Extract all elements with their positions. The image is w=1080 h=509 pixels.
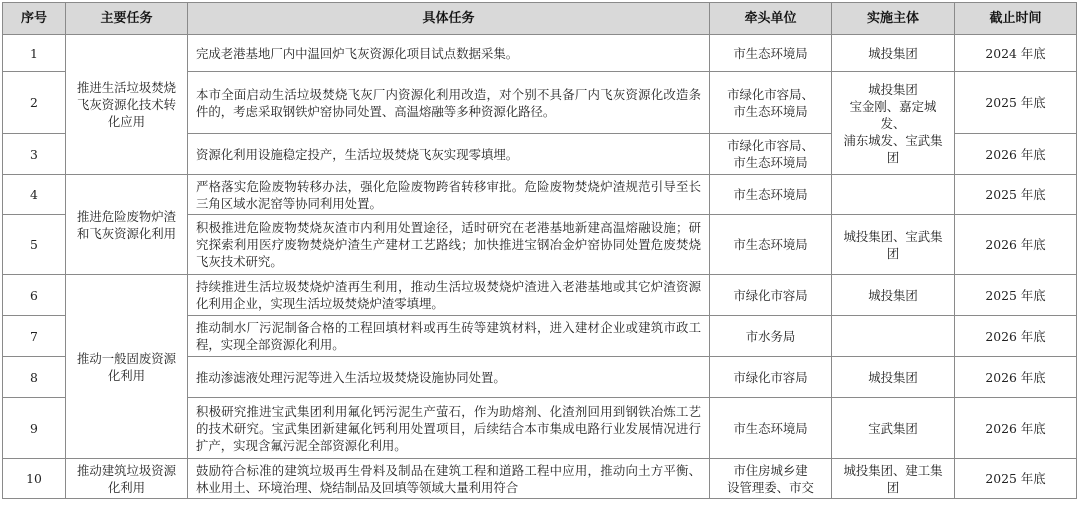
deadline-cell: 2025 年底 bbox=[955, 459, 1077, 499]
task-cell: 鼓励符合标准的建筑垃圾再生骨料及制品在建筑工程和道路工程中应用，推动向土方平衡、林业用土、环境治理、烧结制品及回填等领域大量利用符合 bbox=[188, 459, 710, 499]
lead-unit-cell: 市绿化市容局 bbox=[710, 357, 832, 398]
task-cell: 推动渗滤液处理污泥等进入生活垃圾焚烧设施协同处置。 bbox=[188, 357, 710, 398]
deadline-cell: 2026 年底 bbox=[955, 398, 1077, 459]
main-task-cell: 推动建筑垃圾资源化利用 bbox=[66, 459, 188, 499]
task-cell: 持续推进生活垃圾焚烧炉渣再生利用，推动生活垃圾焚烧炉渣进入老港基地或其它炉渣资源化利用企业，实现生活垃圾焚烧炉渣零填埋。 bbox=[188, 275, 710, 316]
table-row bbox=[3, 459, 1077, 499]
lead-unit-cell: 市生态环境局 bbox=[710, 35, 832, 72]
task-cell: 完成老港基地厂内中温回炉飞灰资源化项目试点数据采集。 bbox=[188, 35, 710, 72]
deadline-cell: 2026 年底 bbox=[955, 134, 1077, 175]
task-cell: 资源化利用设施稳定投产，生活垃圾焚烧飞灰实现零填埋。 bbox=[188, 134, 710, 175]
implementer-cell: 城投集团、宝武集团 bbox=[832, 215, 955, 275]
implementer-cell bbox=[832, 316, 955, 357]
row-no: 10 bbox=[3, 459, 66, 499]
row-no: 2 bbox=[3, 72, 66, 134]
row-no: 1 bbox=[3, 35, 66, 72]
implementer-cell bbox=[832, 175, 955, 215]
table-row bbox=[3, 275, 1077, 316]
deadline-cell: 2025 年底 bbox=[955, 175, 1077, 215]
deadline-cell: 2025 年底 bbox=[955, 72, 1077, 134]
lead-unit-cell: 市生态环境局 bbox=[710, 215, 832, 275]
task-cell: 推动制水厂污泥制备合格的工程回填材料或再生砖等建筑材料，进入建材企业或建筑市政工程，实现全部资源化利用。 bbox=[188, 316, 710, 357]
task-cell: 积极研究推进宝武集团利用氟化钙污泥生产萤石，作为助熔剂、化渣剂回用到钢铁冶炼工艺的技术研究。宝武集团新建氟化钙利用处置项目，后续结合本市集成电路行业发展情况进行扩产，实现含氟污泥全部资源化利用。 bbox=[188, 398, 710, 459]
implementer-cell: 城投集团 bbox=[832, 357, 955, 398]
lead-unit-cell: 市住房城乡建 设管理委、市交 bbox=[710, 459, 832, 499]
deadline-cell: 2025 年底 bbox=[955, 275, 1077, 316]
header-lead-unit: 牵头单位 bbox=[710, 3, 832, 35]
header-row bbox=[3, 3, 1077, 35]
lead-unit-cell: 市生态环境局 bbox=[710, 175, 832, 215]
deadline-cell: 2026 年底 bbox=[955, 357, 1077, 398]
header-main-task: 主要任务 bbox=[66, 3, 188, 35]
lead-unit-cell: 市绿化市容局 bbox=[710, 275, 832, 316]
row-no: 8 bbox=[3, 357, 66, 398]
table-row bbox=[3, 175, 1077, 215]
implementer-cell: 城投集团 bbox=[832, 35, 955, 72]
row-no: 6 bbox=[3, 275, 66, 316]
header-implementer: 实施主体 bbox=[832, 3, 955, 35]
deadline-cell: 2026 年底 bbox=[955, 316, 1077, 357]
implementer-cell: 城投集团、建工集团 bbox=[832, 459, 955, 499]
main-task-cell: 推进危险废物炉渣和飞灰资源化利用 bbox=[66, 175, 188, 275]
deadline-cell: 2024 年底 bbox=[955, 35, 1077, 72]
row-no: 9 bbox=[3, 398, 66, 459]
deadline-cell: 2026 年底 bbox=[955, 215, 1077, 275]
row-no: 5 bbox=[3, 215, 66, 275]
task-cell: 本市全面启动生活垃圾焚烧飞灰厂内资源化利用改造，对个别不具备厂内飞灰资源化改造条件的，考虑采取钢铁炉窑协同处置、高温熔融等多种资源化路径。 bbox=[188, 72, 710, 134]
task-cell: 积极推进危险废物焚烧灰渣市内利用处置途径，适时研究在老港基地新建高温熔融设施；研究探索利用医疗废物焚烧炉渣生产建材工艺路线；加快推进宝钢冶金炉窑协同处置危废焚烧飞灰技术研究。 bbox=[188, 215, 710, 275]
lead-unit-cell: 市生态环境局 bbox=[710, 398, 832, 459]
implementer-cell: 城投集团 bbox=[832, 275, 955, 316]
lead-unit-cell: 市水务局 bbox=[710, 316, 832, 357]
row-no: 7 bbox=[3, 316, 66, 357]
table-row bbox=[3, 35, 1077, 72]
header-no: 序号 bbox=[3, 3, 66, 35]
header-specific-task: 具体任务 bbox=[188, 3, 710, 35]
implementer-cell: 宝武集团 bbox=[832, 398, 955, 459]
implementer-cell: 城投集团 宝金刚、嘉定城发、 浦东城发、宝武集团 bbox=[832, 72, 955, 175]
task-cell: 严格落实危险废物转移办法，强化危险废物跨省转移审批。危险废物焚烧炉渣规范引导至长三角区域水泥窑等协同利用处置。 bbox=[188, 175, 710, 215]
task-table bbox=[2, 2, 1077, 499]
header-deadline: 截止时间 bbox=[955, 3, 1077, 35]
lead-unit-cell: 市绿化市容局、 市生态环境局 bbox=[710, 72, 832, 134]
lead-unit-cell: 市绿化市容局、 市生态环境局 bbox=[710, 134, 832, 175]
main-task-cell: 推进生活垃圾焚烧飞灰资源化技术转化应用 bbox=[66, 35, 188, 175]
row-no: 4 bbox=[3, 175, 66, 215]
row-no: 3 bbox=[3, 134, 66, 175]
main-task-cell: 推动一般固废资源化利用 bbox=[66, 275, 188, 459]
